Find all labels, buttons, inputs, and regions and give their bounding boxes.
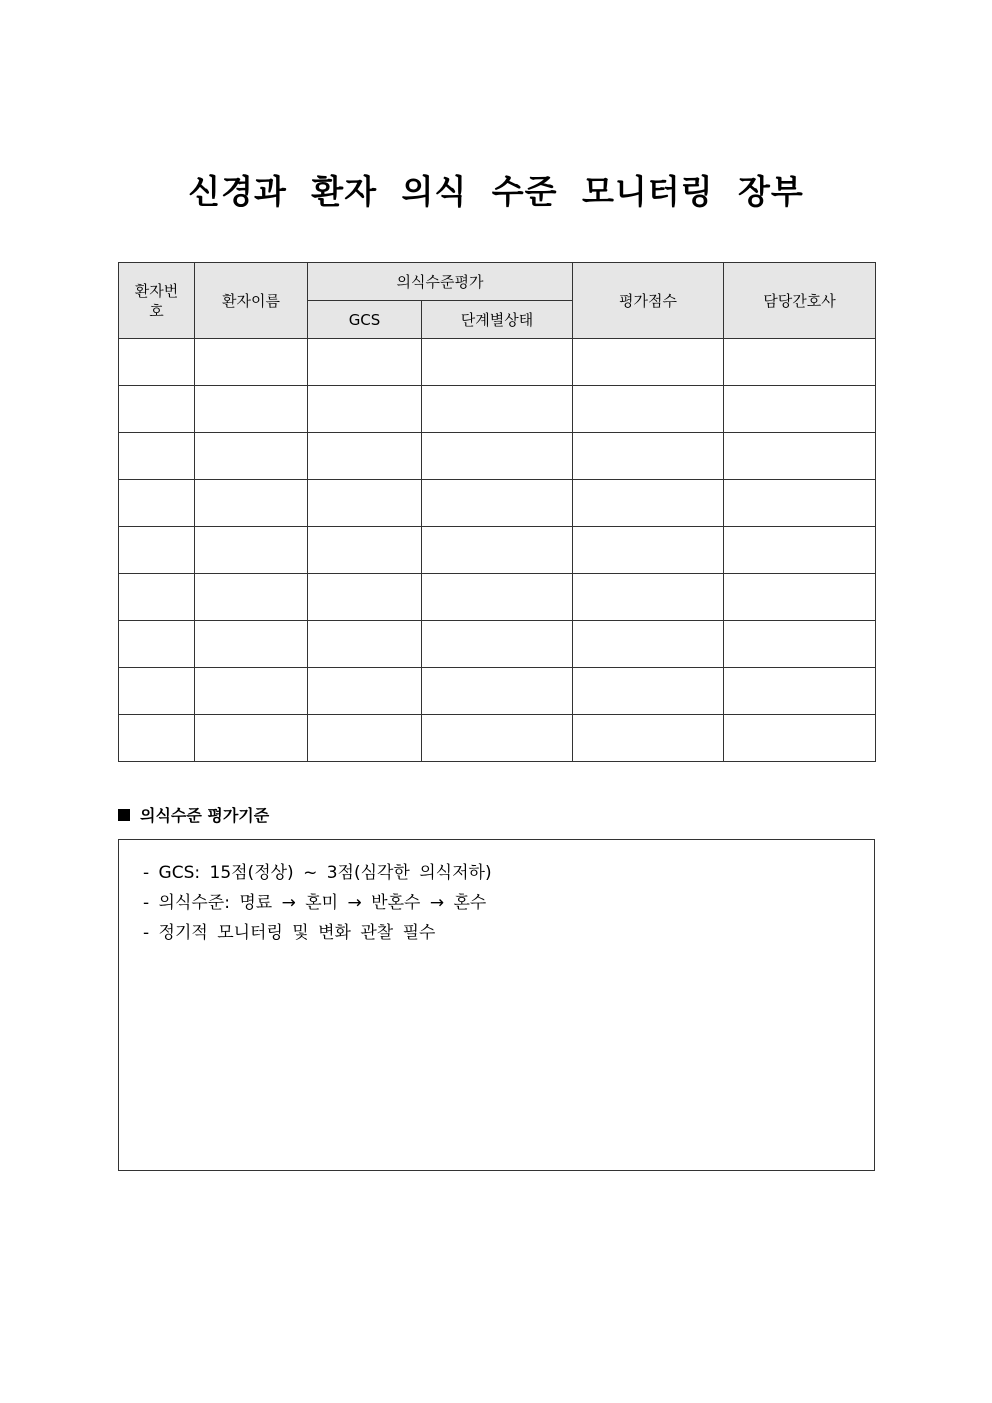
table-row [119,715,876,762]
table-cell[interactable] [724,433,876,480]
table-cell[interactable] [422,386,573,433]
table-cell[interactable] [422,339,573,386]
table-cell[interactable] [308,339,422,386]
table-cell[interactable] [119,433,195,480]
table-cell[interactable] [119,339,195,386]
table-row [119,621,876,668]
table-cell[interactable] [308,433,422,480]
table-cell[interactable] [195,433,308,480]
table-cell[interactable] [422,574,573,621]
table-cell[interactable] [119,480,195,527]
table-cell[interactable] [308,621,422,668]
header-eval-score: 평가점수 [573,263,724,339]
table-cell[interactable] [119,574,195,621]
table-row [119,668,876,715]
table-row [119,339,876,386]
table-cell[interactable] [195,480,308,527]
table-row [119,386,876,433]
table-row [119,574,876,621]
table-cell[interactable] [119,715,195,762]
table-cell[interactable] [573,433,724,480]
table-body [119,339,876,762]
table-row [119,433,876,480]
table-cell[interactable] [195,386,308,433]
table-cell[interactable] [724,386,876,433]
table-cell[interactable] [195,621,308,668]
table-cell[interactable] [195,527,308,574]
monitoring-table [118,262,876,762]
table-row [119,480,876,527]
header-patient-name: 환자이름 [195,263,308,339]
table-cell[interactable] [195,574,308,621]
criteria-item: - GCS: 15점(정상) ~ 3점(심각한 의식저하) [143,863,492,883]
table-cell[interactable] [724,668,876,715]
table-cell[interactable] [308,668,422,715]
table-cell[interactable] [195,668,308,715]
table-cell[interactable] [573,574,724,621]
table-cell[interactable] [308,527,422,574]
table-cell[interactable] [119,668,195,715]
table-cell[interactable] [308,480,422,527]
filled-square-icon [118,809,130,821]
table-cell[interactable] [573,480,724,527]
table-cell[interactable] [119,527,195,574]
header-gcs: GCS [308,301,422,339]
table-cell[interactable] [724,715,876,762]
table-cell[interactable] [573,339,724,386]
table-cell[interactable] [422,433,573,480]
table-cell[interactable] [422,480,573,527]
table-cell[interactable] [308,715,422,762]
table-cell[interactable] [724,527,876,574]
table-cell[interactable] [573,386,724,433]
table-cell[interactable] [308,386,422,433]
header-patient-number: 환자번호 [119,263,195,339]
table-cell[interactable] [573,527,724,574]
table-cell[interactable] [422,668,573,715]
table-cell[interactable] [724,480,876,527]
table-cell[interactable] [422,621,573,668]
table-row [119,527,876,574]
table-cell[interactable] [195,715,308,762]
criteria-item: - 정기적 모니터링 및 변화 관찰 필수 [143,923,436,943]
header-consciousness-eval: 의식수준평가 [308,263,573,301]
header-stage-status: 단계별상태 [422,301,573,339]
table-cell[interactable] [573,621,724,668]
criteria-heading [118,803,269,826]
table-cell[interactable] [119,621,195,668]
table-cell[interactable] [119,386,195,433]
header-nurse: 담당간호사 [724,263,876,339]
criteria-item: - 의식수준: 명료 → 혼미 → 반혼수 → 혼수 [143,893,487,913]
criteria-list [119,840,874,948]
table-cell[interactable] [573,715,724,762]
page-title: 신경과 환자 의식 수준 모니터링 장부 [188,172,804,211]
table-cell[interactable] [195,339,308,386]
table-cell[interactable] [724,339,876,386]
criteria-box [118,839,875,1171]
criteria-heading-text: 의식수준 평가기준 [140,806,270,825]
table-cell[interactable] [308,574,422,621]
table-cell[interactable] [724,621,876,668]
table-cell[interactable] [724,574,876,621]
table-cell[interactable] [422,715,573,762]
table-cell[interactable] [573,668,724,715]
table-cell[interactable] [422,527,573,574]
